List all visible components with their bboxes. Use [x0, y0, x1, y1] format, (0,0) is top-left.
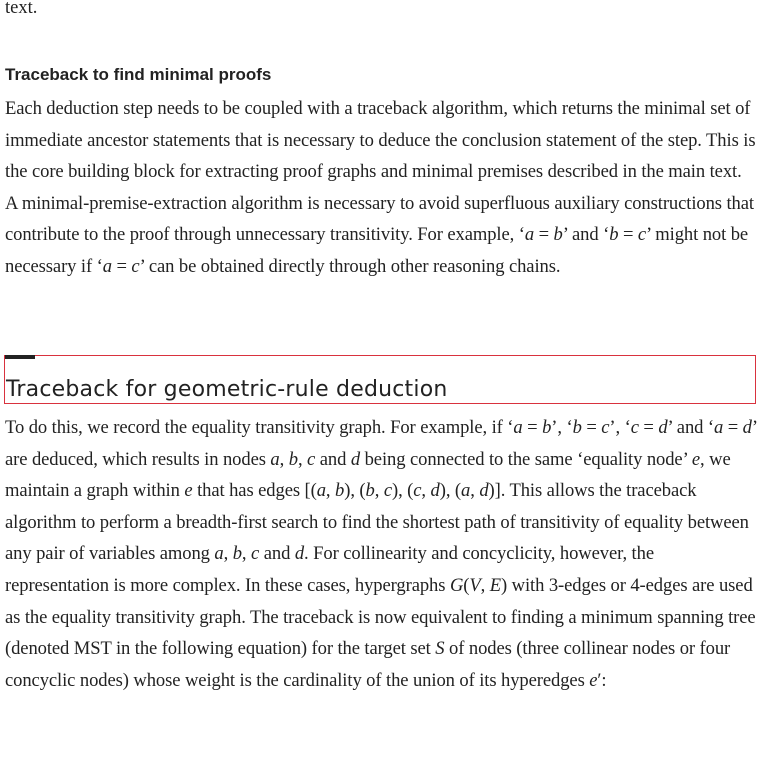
math-variable: c: [307, 448, 316, 470]
text-run: ,: [325, 480, 336, 502]
text-run: Each deduction step needs to be coupled with a traceback algorithm, which returns the minimal set of immediate ancestor statements that is necessary to deduce the conclusion statement of the step. This is the core building block for extracting proof graphs and minimal premises described in the main text. A minimal-premise-extraction algorithm is necessary to avoid superfluous auxiliary constructions that contribute to the proof through unnecessary transitivity. For example, ‘: [5, 98, 756, 246]
math-variable: c: [413, 480, 422, 502]
math-variable: a: [713, 417, 724, 438]
math-variable: a: [461, 480, 471, 502]
text-run: ,: [297, 448, 308, 470]
math-variable: b: [553, 224, 563, 246]
math-variable: b: [542, 417, 552, 438]
text-run: ′:: [597, 669, 607, 691]
math-variable: E: [489, 574, 501, 596]
text-run: =: [618, 224, 638, 246]
text-run: and: [259, 543, 295, 565]
math-variable: c: [601, 417, 610, 438]
text-run: . For collinearity and concyclicity, however, the representation is more complex. In these cases, hypergraphs: [5, 543, 654, 596]
math-variable: b: [365, 480, 375, 502]
math-variable: d: [430, 480, 440, 502]
math-variable: b: [335, 480, 345, 502]
math-variable: d: [742, 417, 752, 438]
text-run: ), (: [439, 480, 462, 502]
text-run: ,: [374, 480, 384, 502]
math-variable: a: [270, 448, 280, 470]
math-variable: a: [513, 417, 523, 438]
math-variable: G: [449, 574, 464, 596]
math-variable: c: [383, 480, 392, 502]
text-run: , we maintain a graph within: [5, 448, 731, 502]
math-variable: d: [479, 480, 489, 502]
subsection-heading: Traceback to find minimal proofs: [5, 65, 272, 84]
text-run: being connected to the same ‘equality node’: [360, 448, 692, 470]
text-run: =: [581, 417, 602, 438]
math-variable: b: [572, 417, 582, 438]
subsection-paragraph: [5, 93, 757, 283]
text-run: ’, ‘: [551, 417, 573, 438]
text-run: ), (: [391, 480, 414, 502]
math-variable: d: [294, 543, 305, 565]
math-variable: c: [251, 543, 260, 565]
math-variable: a: [214, 543, 224, 565]
math-variable: e: [184, 480, 193, 502]
text-run: ’ and ‘: [667, 417, 714, 438]
math-variable: S: [435, 638, 445, 660]
text-run: and: [315, 448, 351, 470]
math-variable: c: [630, 417, 639, 438]
text-run: =: [111, 255, 132, 277]
text-run: ,: [241, 543, 252, 565]
text-run: that has edges [(: [192, 480, 317, 502]
text-run: (: [463, 574, 470, 596]
text-run: To do this, we record the equality transitivity graph. For example, if ‘: [5, 417, 514, 438]
math-variable: c: [637, 224, 647, 246]
math-variable: b: [609, 224, 619, 246]
text-run: ,: [421, 480, 431, 502]
text-run: ,: [279, 448, 289, 470]
math-variable: b: [288, 448, 298, 470]
text-run: ,: [470, 480, 480, 502]
text-run: =: [723, 417, 743, 438]
math-variable: e: [589, 669, 598, 691]
text-run: of nodes (three collinear nodes or four concyclic nodes) whose weight is the cardinality of the union of its hyperedges: [5, 638, 731, 691]
text-run: ,: [480, 574, 490, 596]
text-run: ), (: [344, 480, 366, 502]
text-run: =: [534, 224, 554, 246]
math-variable: e: [691, 448, 701, 470]
math-variable: a: [524, 224, 535, 246]
math-variable: V: [469, 574, 481, 596]
math-variable: c: [131, 255, 140, 277]
math-variable: b: [232, 543, 242, 565]
text-run: =: [638, 417, 659, 438]
math-variable: a: [316, 480, 326, 502]
section-heading[interactable]: Traceback for geometric-rule deduction: [6, 377, 448, 402]
text-run: ’, ‘: [609, 417, 631, 438]
text-run: =: [522, 417, 543, 438]
math-variable: d: [658, 417, 668, 438]
previous-paragraph-end: [5, 0, 37, 24]
math-variable: d: [350, 448, 361, 470]
text-run: )]. This allows the traceback algorithm to perform a breadth-first search to find the shortest path of transitivity of equality between any pair of variables among: [5, 480, 749, 565]
math-variable: a: [102, 255, 112, 277]
text-run: ,: [223, 543, 233, 565]
section-paragraph: [5, 412, 757, 696]
text-run: ’ are deduced, which results in nodes: [5, 417, 757, 470]
text-run: ’ can be obtained directly through other reasoning chains.: [139, 255, 561, 277]
previous-paragraph-text: text.: [5, 0, 38, 18]
text-run: ’ and ‘: [562, 224, 610, 246]
text-run: ) with 3-edges or 4-edges are used as the equality transitivity graph. The traceback is now equivalent to finding a minimum spanning tree (denoted MST in the following equation) for the target set: [5, 574, 756, 660]
section-marker-bar: [5, 355, 35, 359]
text-run: ’ might not be necessary if ‘: [5, 224, 749, 277]
